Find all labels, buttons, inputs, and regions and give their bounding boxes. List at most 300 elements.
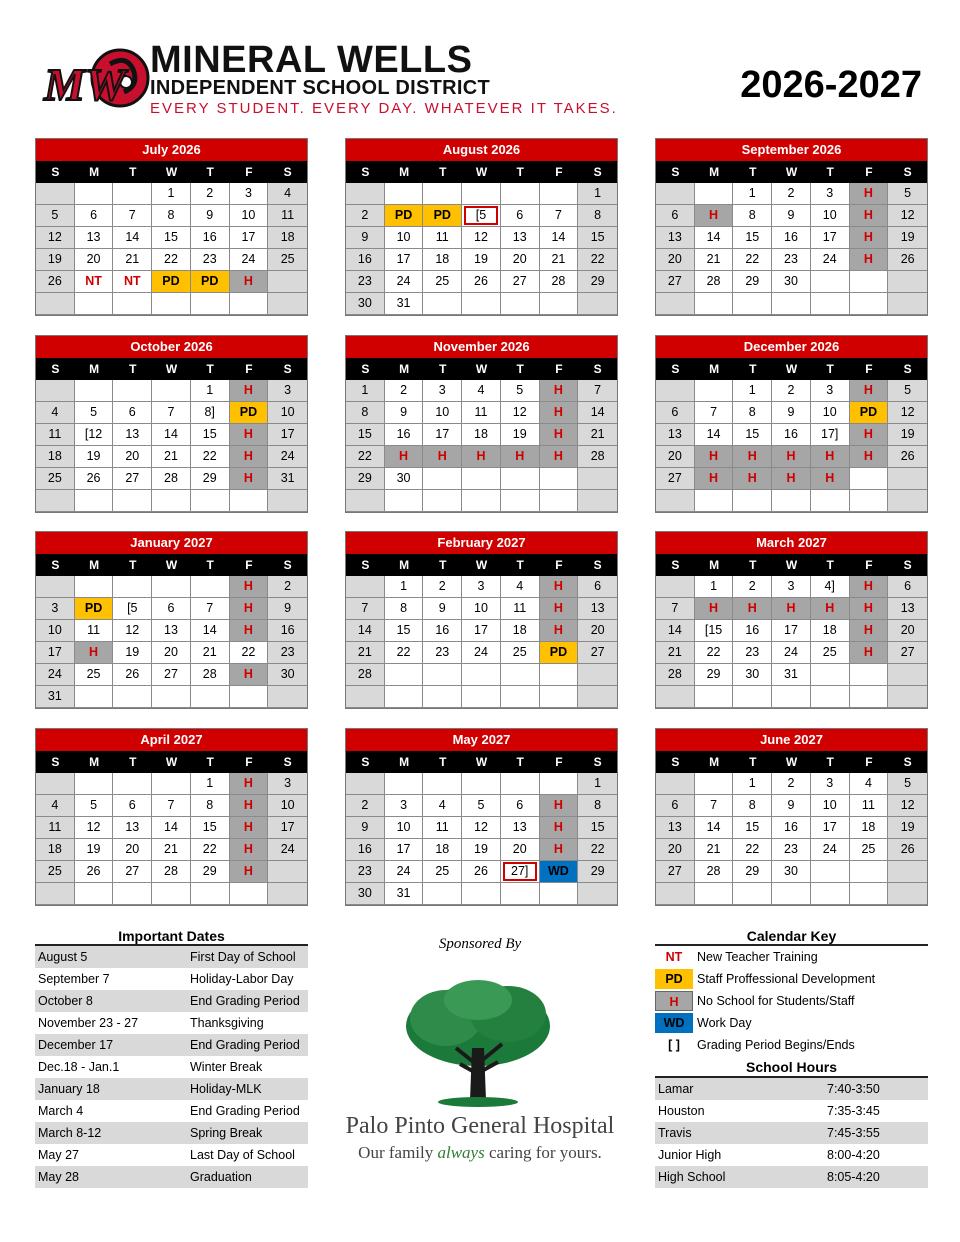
- day-cell-h: H: [850, 183, 889, 205]
- day-cell: 25: [36, 468, 75, 490]
- weekday-label: T: [826, 558, 834, 572]
- day-cell: [346, 773, 385, 795]
- weekday-label: T: [129, 558, 137, 572]
- day-cell: 3: [268, 773, 307, 795]
- day-cell: 24: [268, 446, 307, 468]
- day-cell: [501, 293, 540, 315]
- important-date: Dec.18 - Jan.1: [38, 1060, 120, 1074]
- important-event: Holiday-Labor Day: [190, 972, 294, 986]
- month-title: April 2027: [36, 729, 307, 751]
- day-cell-pd: PD: [75, 598, 114, 620]
- day-cell-h: H: [811, 446, 850, 468]
- sponsor-tagline-post: caring for yours.: [484, 1143, 602, 1162]
- important-date-row: [35, 1122, 308, 1144]
- weekday-label: W: [785, 362, 798, 376]
- weekday-label: W: [165, 362, 178, 376]
- day-cell: 2: [191, 183, 230, 205]
- day-cell: 23: [346, 271, 385, 293]
- day-cell: [36, 773, 75, 795]
- day-cell: 20: [501, 839, 540, 861]
- important-event: End Grading Period: [190, 1038, 300, 1052]
- day-cell: 13: [152, 620, 191, 642]
- day-cell: 2: [772, 183, 811, 205]
- day-cell: 30: [772, 271, 811, 293]
- day-cell: 29: [346, 468, 385, 490]
- day-cell-h: H: [230, 795, 269, 817]
- day-cell: 7: [113, 205, 152, 227]
- day-cell: [540, 490, 579, 512]
- day-cell: 27: [113, 468, 152, 490]
- day-cell: [850, 293, 889, 315]
- key-swatch: WD: [655, 1013, 693, 1033]
- day-cell: 2: [423, 576, 462, 598]
- day-cell: 12: [113, 620, 152, 642]
- weekday-header: [36, 358, 307, 380]
- day-cell: [75, 686, 114, 708]
- day-cell: 16: [733, 620, 772, 642]
- day-cell: 27: [152, 664, 191, 686]
- day-cell: 15: [733, 227, 772, 249]
- day-cell: 17: [811, 817, 850, 839]
- day-cell: 23: [772, 249, 811, 271]
- day-cell-pd: PD: [540, 642, 579, 664]
- day-cell: [36, 380, 75, 402]
- day-cell-h: H: [850, 205, 889, 227]
- day-cell: 6: [75, 205, 114, 227]
- day-cell: [772, 490, 811, 512]
- day-cell-h: H: [230, 620, 269, 642]
- day-cell: 19: [462, 249, 501, 271]
- day-cell: 7: [695, 402, 734, 424]
- day-cell: 10: [268, 402, 307, 424]
- day-cell-pd: PD: [385, 205, 424, 227]
- day-cell: 23: [423, 642, 462, 664]
- school-time: 7:40-3:50: [827, 1082, 880, 1096]
- important-event: Spring Break: [190, 1126, 263, 1140]
- day-cell: 16: [772, 817, 811, 839]
- weekday-label: T: [749, 362, 757, 376]
- month-title: December 2026: [656, 336, 927, 358]
- day-cell: [656, 883, 695, 905]
- day-cell: 21: [346, 642, 385, 664]
- sponsor-tagline-script: always: [437, 1143, 485, 1162]
- day-cell: [733, 883, 772, 905]
- day-cell: [462, 468, 501, 490]
- day-cell: 12: [36, 227, 75, 249]
- day-cell: 20: [113, 446, 152, 468]
- day-cell: 25: [268, 249, 307, 271]
- day-cell: 12: [462, 227, 501, 249]
- day-cell: [36, 183, 75, 205]
- weekday-label: F: [865, 755, 873, 769]
- day-cell: [385, 183, 424, 205]
- day-cell: [811, 861, 850, 883]
- day-cell: 3: [268, 380, 307, 402]
- day-cell: 2: [346, 795, 385, 817]
- important-date: August 5: [38, 950, 88, 964]
- weekday-label: M: [399, 755, 410, 769]
- day-cell: 11: [268, 205, 307, 227]
- weekday-label: T: [516, 362, 524, 376]
- day-cell: 22: [695, 642, 734, 664]
- day-cell: [540, 883, 579, 905]
- district-subtitle: INDEPENDENT SCHOOL DISTRICT: [150, 77, 490, 99]
- important-date: October 8: [38, 994, 93, 1008]
- day-cell: 2: [772, 773, 811, 795]
- weekday-label: T: [439, 755, 447, 769]
- school-time: 8:05-4:20: [827, 1170, 880, 1184]
- day-cell: 27: [501, 271, 540, 293]
- day-cell: 16: [385, 424, 424, 446]
- day-cell: [733, 490, 772, 512]
- day-cell: 14: [656, 620, 695, 642]
- month-calendar: [35, 335, 308, 513]
- day-cell: 14: [152, 424, 191, 446]
- school-year: 2026-2027: [740, 64, 922, 106]
- weekday-label: T: [439, 558, 447, 572]
- day-cell: 26: [888, 839, 927, 861]
- day-grid: [346, 380, 617, 512]
- day-cell: [113, 293, 152, 315]
- day-cell: [462, 293, 501, 315]
- day-cell: 12: [888, 402, 927, 424]
- day-cell: 8: [733, 795, 772, 817]
- key-row: [655, 990, 928, 1012]
- day-cell: 26: [75, 468, 114, 490]
- day-cell: [888, 293, 927, 315]
- day-cell: 8]: [191, 402, 230, 424]
- day-cell: [656, 576, 695, 598]
- day-cell: [191, 576, 230, 598]
- day-cell: 9: [772, 795, 811, 817]
- day-cell: 22: [230, 642, 269, 664]
- day-cell: 30: [346, 883, 385, 905]
- day-cell: 6: [501, 205, 540, 227]
- weekday-label: T: [129, 755, 137, 769]
- day-cell-h: H: [811, 598, 850, 620]
- day-cell: 23: [733, 642, 772, 664]
- day-cell: 21: [695, 249, 734, 271]
- month-calendar: [35, 531, 308, 709]
- day-cell: [152, 686, 191, 708]
- sponsor-tagline: [330, 1143, 630, 1163]
- day-cell-h: H: [540, 446, 579, 468]
- day-cell-h: H: [850, 576, 889, 598]
- weekday-label: S: [671, 755, 680, 769]
- day-grid: [346, 576, 617, 708]
- day-cell: 29: [578, 271, 617, 293]
- day-cell: 3: [36, 598, 75, 620]
- day-cell-h: H: [462, 446, 501, 468]
- day-cell: 25: [423, 271, 462, 293]
- day-cell: [462, 490, 501, 512]
- day-cell: 16: [772, 424, 811, 446]
- weekday-label: W: [165, 165, 178, 179]
- day-cell: [346, 183, 385, 205]
- day-cell-h: H: [540, 795, 579, 817]
- day-cell: 7: [656, 598, 695, 620]
- day-cell: [850, 664, 889, 686]
- day-cell: [152, 490, 191, 512]
- weekday-label: S: [361, 755, 370, 769]
- month-calendar: [345, 728, 618, 906]
- day-cell-h: H: [423, 446, 462, 468]
- weekday-label: T: [439, 362, 447, 376]
- day-cell: 8: [191, 795, 230, 817]
- weekday-label: S: [51, 165, 60, 179]
- day-cell: [733, 686, 772, 708]
- day-cell: 6: [113, 795, 152, 817]
- day-cell-h: H: [540, 424, 579, 446]
- weekday-label: F: [865, 362, 873, 376]
- day-cell: 7: [152, 402, 191, 424]
- day-cell: 18: [850, 817, 889, 839]
- weekday-label: S: [593, 165, 602, 179]
- day-cell: 10: [811, 402, 850, 424]
- day-cell: 21: [695, 839, 734, 861]
- day-cell: 1: [578, 183, 617, 205]
- day-cell: 13: [501, 227, 540, 249]
- day-cell: [695, 183, 734, 205]
- day-cell: [423, 686, 462, 708]
- day-cell: 10: [268, 795, 307, 817]
- day-cell: 16: [346, 249, 385, 271]
- day-cell: 5: [888, 183, 927, 205]
- important-date-row: [35, 946, 308, 968]
- day-cell: 17]: [811, 424, 850, 446]
- important-dates: [35, 926, 308, 1188]
- weekday-label: T: [826, 165, 834, 179]
- day-cell: 1: [733, 183, 772, 205]
- day-cell: 31: [385, 293, 424, 315]
- day-cell: [423, 490, 462, 512]
- day-cell: 4: [423, 795, 462, 817]
- day-cell: 15: [191, 817, 230, 839]
- day-cell: 20: [656, 446, 695, 468]
- weekday-header: [656, 358, 927, 380]
- day-cell: 6: [578, 576, 617, 598]
- day-cell: 22: [346, 446, 385, 468]
- day-cell: 9: [385, 402, 424, 424]
- weekday-label: T: [439, 165, 447, 179]
- day-cell-h: H: [230, 446, 269, 468]
- day-cell: 13: [75, 227, 114, 249]
- day-cell: 20: [656, 249, 695, 271]
- weekday-header: [346, 554, 617, 576]
- important-date-row: [35, 1056, 308, 1078]
- day-cell: 9: [268, 598, 307, 620]
- day-cell-h: H: [540, 620, 579, 642]
- important-date: November 23 - 27: [38, 1016, 139, 1030]
- day-cell: 21: [540, 249, 579, 271]
- day-cell: 23: [346, 861, 385, 883]
- key-label: Work Day: [697, 1016, 752, 1030]
- day-cell: [695, 380, 734, 402]
- day-cell-nt: NT: [75, 271, 114, 293]
- day-cell: 28: [191, 664, 230, 686]
- day-cell: 19: [75, 446, 114, 468]
- day-cell-h: H: [230, 664, 269, 686]
- day-cell: 28: [540, 271, 579, 293]
- day-cell: 29: [578, 861, 617, 883]
- weekday-label: S: [593, 755, 602, 769]
- weekday-label: S: [903, 558, 912, 572]
- day-cell: [75, 380, 114, 402]
- day-cell: [772, 883, 811, 905]
- day-cell: 18: [423, 249, 462, 271]
- important-date-row: [35, 1166, 308, 1188]
- weekday-label: T: [516, 165, 524, 179]
- sponsor-label: Sponsored By: [438, 936, 522, 952]
- day-cell: 15: [733, 817, 772, 839]
- day-cell: [191, 883, 230, 905]
- day-cell: [695, 883, 734, 905]
- weekday-label: M: [89, 755, 100, 769]
- day-cell: 19: [501, 424, 540, 446]
- day-cell: 1: [578, 773, 617, 795]
- day-cell: 11: [75, 620, 114, 642]
- day-cell: [113, 183, 152, 205]
- weekday-label: F: [245, 165, 253, 179]
- day-grid: [36, 183, 307, 315]
- weekday-header: [656, 751, 927, 773]
- day-cell: 1: [385, 576, 424, 598]
- day-cell: 19: [75, 839, 114, 861]
- day-cell: [850, 861, 889, 883]
- day-cell: 15: [346, 424, 385, 446]
- weekday-label: T: [129, 362, 137, 376]
- key-label: New Teacher Training: [697, 950, 818, 964]
- day-cell: 8: [385, 598, 424, 620]
- weekday-label: T: [206, 558, 214, 572]
- weekday-label: W: [165, 558, 178, 572]
- weekday-label: F: [245, 558, 253, 572]
- key-row: [655, 1034, 928, 1056]
- day-cell-h: H: [540, 598, 579, 620]
- day-cell: [811, 686, 850, 708]
- day-cell: 19: [113, 642, 152, 664]
- weekday-label: S: [671, 558, 680, 572]
- weekday-label: W: [785, 558, 798, 572]
- day-cell: [75, 883, 114, 905]
- weekday-label: F: [555, 362, 563, 376]
- day-grid: [656, 773, 927, 905]
- day-cell: 31: [268, 468, 307, 490]
- weekday-label: T: [826, 755, 834, 769]
- day-cell: 22: [733, 249, 772, 271]
- day-cell: 27: [656, 468, 695, 490]
- day-cell: 13: [656, 424, 695, 446]
- day-cell: 19: [36, 249, 75, 271]
- day-cell: 25: [36, 861, 75, 883]
- day-cell: [152, 293, 191, 315]
- day-grid: [346, 773, 617, 905]
- day-cell: [501, 490, 540, 512]
- weekday-label: S: [361, 558, 370, 572]
- day-cell: [230, 883, 269, 905]
- weekday-label: W: [475, 165, 488, 179]
- day-cell: 18: [811, 620, 850, 642]
- important-date-row: [35, 990, 308, 1012]
- day-cell: 3: [811, 380, 850, 402]
- school-name: High School: [658, 1170, 726, 1184]
- month-calendar: [655, 531, 928, 709]
- day-cell: 20: [113, 839, 152, 861]
- day-cell: 17: [385, 839, 424, 861]
- brand-block: [150, 39, 618, 117]
- day-cell: 19: [888, 424, 927, 446]
- weekday-label: F: [245, 362, 253, 376]
- day-cell: 1: [695, 576, 734, 598]
- school-name: Junior High: [658, 1148, 722, 1162]
- day-cell: 23: [191, 249, 230, 271]
- day-cell: 14: [346, 620, 385, 642]
- day-cell: 3: [811, 773, 850, 795]
- day-cell: 4: [36, 402, 75, 424]
- weekday-label: W: [785, 165, 798, 179]
- day-cell: 13: [888, 598, 927, 620]
- school-hours-row: [655, 1100, 928, 1122]
- day-cell: 5: [462, 795, 501, 817]
- school-name: Travis: [658, 1126, 692, 1140]
- day-grid: [36, 576, 307, 708]
- day-cell: [152, 576, 191, 598]
- key-swatch: PD: [655, 969, 693, 989]
- day-cell-h: H: [695, 205, 734, 227]
- day-cell-h: H: [230, 598, 269, 620]
- day-cell: 1: [191, 380, 230, 402]
- day-cell: 5: [501, 380, 540, 402]
- day-cell-pd: PD: [423, 205, 462, 227]
- day-cell: 9: [191, 205, 230, 227]
- important-event: Winter Break: [190, 1060, 263, 1074]
- day-cell: 28: [152, 468, 191, 490]
- day-cell: 26: [888, 446, 927, 468]
- day-cell-h: H: [230, 424, 269, 446]
- day-cell: [578, 686, 617, 708]
- important-event: Thanksgiving: [190, 1016, 264, 1030]
- day-cell: 12: [75, 817, 114, 839]
- weekday-label: S: [361, 165, 370, 179]
- important-event: End Grading Period: [190, 994, 300, 1008]
- school-hours-row: [655, 1166, 928, 1188]
- day-cell: [15: [695, 620, 734, 642]
- day-cell: [850, 271, 889, 293]
- day-cell-h: H: [850, 424, 889, 446]
- day-cell: 24: [385, 861, 424, 883]
- day-cell: 3: [462, 576, 501, 598]
- day-cell: [850, 490, 889, 512]
- school-time: 7:35-3:45: [827, 1104, 880, 1118]
- day-cell-h: H: [811, 468, 850, 490]
- month-title: February 2027: [346, 532, 617, 554]
- day-cell: 7: [191, 598, 230, 620]
- day-cell: [772, 293, 811, 315]
- day-cell: [385, 664, 424, 686]
- day-cell: 26: [75, 861, 114, 883]
- day-cell: [811, 490, 850, 512]
- day-cell: 30: [772, 861, 811, 883]
- day-cell: 17: [268, 817, 307, 839]
- district-tagline: EVERY STUDENT. EVERY DAY. WHATEVER IT TAKES.: [150, 100, 618, 117]
- month-calendar: [655, 335, 928, 513]
- day-cell: [888, 861, 927, 883]
- day-cell: 6: [656, 402, 695, 424]
- day-cell: [5: [462, 205, 501, 227]
- day-cell: 13: [656, 817, 695, 839]
- important-event: Last Day of School: [190, 1148, 295, 1162]
- weekday-label: S: [593, 558, 602, 572]
